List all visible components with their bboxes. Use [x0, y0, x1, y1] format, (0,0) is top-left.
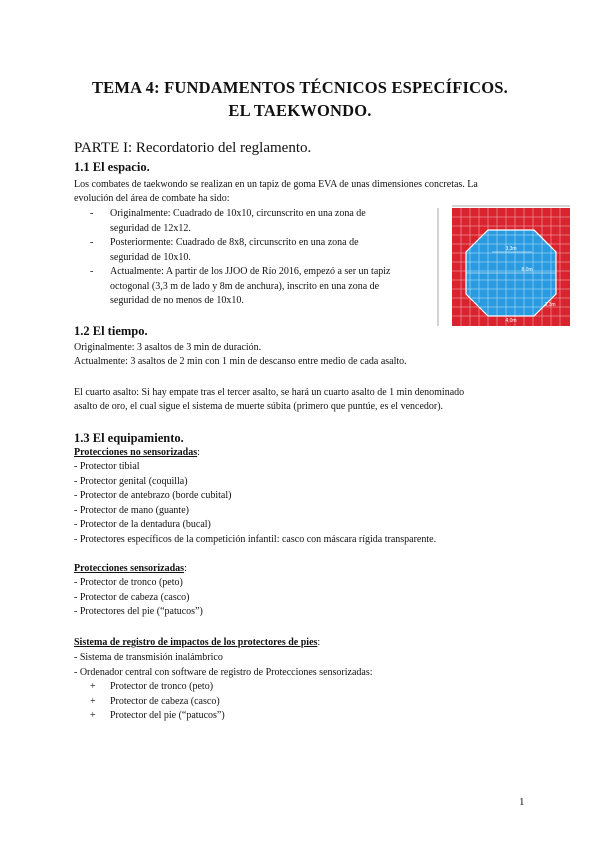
list-item: - Protectores del pie (“patucos”): [74, 606, 203, 617]
list-item: - Protector tibial: [74, 461, 140, 472]
bullet-marker: +: [90, 710, 96, 721]
bullet-line: seguridad de no menos de 10x10.: [110, 295, 244, 306]
bullet-marker: -: [90, 266, 94, 277]
list-item: - Protector de cabeza (casco): [74, 591, 190, 603]
list-item: - Protectores específicos de la competición infantil: casco con máscara rígida transparente.: [74, 533, 437, 545]
list-item: [90, 265, 425, 309]
list-item: + Protector del pie (“patucos”): [90, 709, 225, 724]
list-item: [90, 236, 425, 265]
list-item: [90, 207, 425, 236]
bullet-marker: -: [90, 208, 94, 219]
list-item: - Protector de antebrazo (borde cubital): [74, 490, 232, 501]
bullet-marker: -: [90, 237, 94, 248]
s11-intro-line1: Los combates de taekwondo se realizan en un tapiz de goma EVA de unas dimensiones concretas. La: [74, 179, 478, 190]
bullet-line: Originalmente: Cuadrado de 10x10, circunscrito en una zona de: [110, 208, 366, 219]
list-item: - Protector de la dentadura (bucal): [74, 519, 211, 530]
list-item: - Ordenador central con software de registro de Protecciones sensorizadas:: [74, 666, 373, 678]
document-title-line2: EL TAEKWONDO.: [228, 101, 372, 120]
section-1-3-heading: 1.3 El equipamiento.: [74, 431, 184, 445]
bullet-line: Posteriormente: Cuadrado de 8x8, circunscrito en una zona de: [110, 237, 359, 248]
s12-line3: El cuarto asalto: Si hay empate tras el tercer asalto, se hará un cuarto asalto de 1 min denominado: [74, 387, 465, 398]
bullet-line: seguridad de 10x10.: [110, 251, 191, 263]
s12-line1: Originalmente: 3 asaltos de 3 min de duración.: [74, 342, 262, 353]
impact-system-list: [74, 651, 373, 680]
part1-heading: PARTE I: Recordatorio del reglamento.: [74, 140, 312, 156]
list-item: - Protector de tronco (peto): [74, 577, 183, 588]
list-item: - Protector genital (coquilla): [74, 475, 188, 487]
no-sensor-title: Protecciones no sensorizadas:: [74, 447, 200, 458]
sensor-title: Protecciones sensorizadas:: [74, 563, 187, 574]
bullet-line: seguridad de 12x12.: [110, 222, 191, 234]
no-sensor-list: [74, 460, 436, 547]
figure-label-diagonal: 3,3m: [544, 302, 556, 308]
impact-system-sublist: [90, 680, 225, 724]
s11-intro-line2: evolución del área de combate ha sido:: [74, 193, 230, 204]
list-item: - Sistema de transmisión inalámbrico: [74, 652, 223, 663]
sensor-list: [74, 576, 203, 620]
bullet-marker: +: [90, 681, 96, 692]
section-1-1-heading: 1.1 El espacio.: [74, 160, 150, 174]
figure-label-width: 8,0m: [521, 267, 533, 273]
bullet-marker: +: [90, 695, 96, 707]
s12-line2: Actualmente: 3 asaltos de 2 min con 1 min de descanso entre medio de cada asalto.: [74, 356, 407, 367]
list-item: - Protector de mano (guante): [74, 504, 189, 516]
figure-label-bottom: 4,0m: [505, 318, 517, 324]
impact-system-title: Sistema de registro de impactos de los protectores de pies:: [74, 637, 321, 648]
section-1-2-heading: 1.2 El tiempo.: [74, 324, 148, 338]
figure-label-side: 3,3m: [505, 246, 517, 252]
list-item: + Protector de tronco (peto): [90, 680, 225, 695]
bullet-line: octogonal (3,3 m de lado y 8m de anchura), inscrito en una zona de: [110, 280, 380, 292]
page-number: 1: [519, 796, 525, 808]
octagon-mat-diagram: [432, 204, 572, 330]
list-item: + Protector de cabeza (casco): [90, 695, 225, 710]
area-evolution-list: [90, 207, 425, 309]
bullet-line: Actualmente: A partir de los JJOO de Río 2016, empezó a ser un tapiz: [110, 266, 391, 277]
document-title-line1: TEMA 4: FUNDAMENTOS TÉCNICOS ESPECÍFICOS.: [91, 78, 509, 97]
s12-line4: asalto de oro, el cual sigue el sistema de muerte súbita (primero que puntúe, es el vencedor).: [74, 401, 444, 412]
